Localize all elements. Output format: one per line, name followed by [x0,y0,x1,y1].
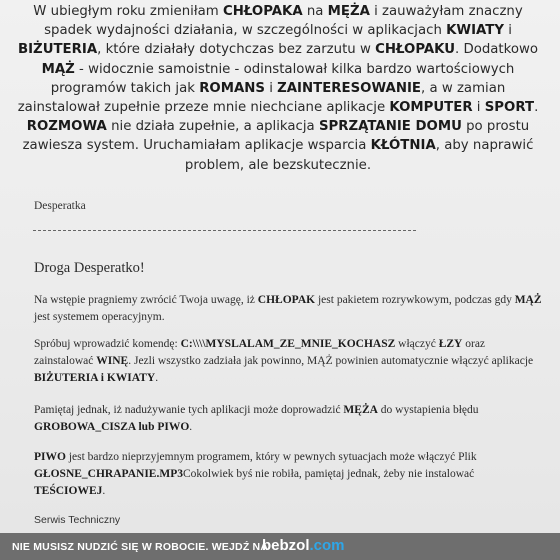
intro-keyword: KŁÓTNIA [370,138,436,154]
intro-keyword: ROMANS [199,80,265,96]
reply-text: Spróbuj wprowadzić komendę: [34,338,181,350]
intro-keyword: ROZMOWA [26,119,107,135]
intro-keyword: BIŻUTERIA [17,42,98,58]
reply-text: do wystapienia błędu [377,404,479,416]
reply-keyword: WINĘ [96,355,129,368]
reply-text: . [189,421,193,434]
intro-keyword: ZAINTERESOWANIE [277,80,422,96]
reply-paragraph-3 [34,402,546,436]
reply-text: jest systemem operacyjnym. [34,311,165,324]
intro-text: - widocznie samoistnie - odinstalował kilka bardzo wartościowych programów takich jak [50,61,515,96]
reply-text: Cokolwiek byś nie robiła, pamiętaj jednak, żeby nie instalować [182,468,475,481]
reply-keyword: TEŚCIOWEJ [34,485,103,498]
reply-keyword: MĄŻ [514,294,542,306]
footer-banner [0,533,560,560]
reply-text: Na wstępie pragniemy zwrócić Twoja uwagę, iż [34,294,258,306]
site-logo[interactable] [262,537,345,554]
intro-keyword: SPRZĄTANIE DOMU [318,119,462,135]
intro-keyword: SPORT [484,100,535,116]
reply-text: . [155,372,159,385]
intro-keyword: CHŁOPAKA [222,4,303,19]
footer-slogan: NIE MUSISZ NUDZIĆ SIĘ W ROBOCIE. WEJDŹ NA [12,541,269,553]
intro-text: nie działa zupełnie, a aplikacja [106,119,319,135]
reply-keyword: CHŁOPAK [257,294,316,306]
reply-keyword: C:\\\\MYSLALAM_ZE_MNIE_KOCHASZ [180,338,396,350]
logo-suffix: .com [309,537,345,554]
reply-keyword: PIWO [34,451,66,463]
reply-paragraph-2 [34,336,546,388]
reply-keyword: GROBOWA_CISZA lub PIWO [34,421,190,434]
intro-text: . [534,100,539,116]
reply-text: . [102,485,106,498]
reply-greeting: Droga Desperatko! [34,260,145,276]
reply-paragraph-4 [34,449,546,501]
intro-keyword: MĘŻA [327,4,370,19]
intro-text: . Dodatkowo [455,42,539,58]
reply-text: jest pakietem rozrywkowym, podczas gdy [315,294,515,306]
intro-text: i [264,80,278,96]
reply-paragraph-1 [34,292,546,326]
complaint-paragraph [14,2,542,175]
reply-text: oraz zainstalować [34,338,486,368]
reply-text: Pamiętaj jednak, iż nadużywanie tych aplikacji może doprowadzić [34,404,344,416]
intro-text: po prostu zawiesza system. Uruchamiałam aplikacje wsparcia [22,119,530,154]
reply-keyword: MĘŻA [343,404,378,416]
intro-keyword: MĄŻ [41,61,75,77]
reply-keyword: BIŻUTERIA i KWIATY [34,372,156,385]
logo-main: bebzol [262,537,310,554]
reply-text: jest bardzo nieprzyjemnym programem, który w pewnych sytuacjach może włączyć Plik [65,451,477,463]
intro-keyword: KOMPUTER [389,100,473,116]
intro-text: , aby naprawić problem, ale bezskutecznie. [184,138,534,173]
reply-signature: Serwis Techniczny [34,514,121,526]
intro-text: na [302,4,328,19]
reply-text: włączyć [395,338,439,350]
intro-text: i [472,100,485,116]
intro-text: , a w zamian zainstalował zupełnie przeze mnie niechciane aplikacje [17,80,506,116]
intro-text: W ubiegłym roku zmieniłam [33,4,223,19]
complaint-signature: Desperatka [34,200,86,212]
reply-text: . Jezli wszystko zadziała jak powinno, MĄŻ powinien automatycznie włączyć aplikacje [128,355,534,368]
intro-keyword: KWIATY [446,23,504,39]
intro-text: , które działały dotychczas bez zarzutu w [97,42,376,58]
intro-text: i zauważyłam znaczny spadek wydajności działania, w szczególności w aplikacjach [44,4,523,39]
intro-keyword: CHŁOPAKU [375,42,455,58]
reply-keyword: ŁZY [438,338,463,350]
dashed-separator [33,230,416,231]
reply-keyword: GŁOSNE_CHRAPANIE.MP3 [34,468,183,481]
intro-text: i [503,23,512,39]
